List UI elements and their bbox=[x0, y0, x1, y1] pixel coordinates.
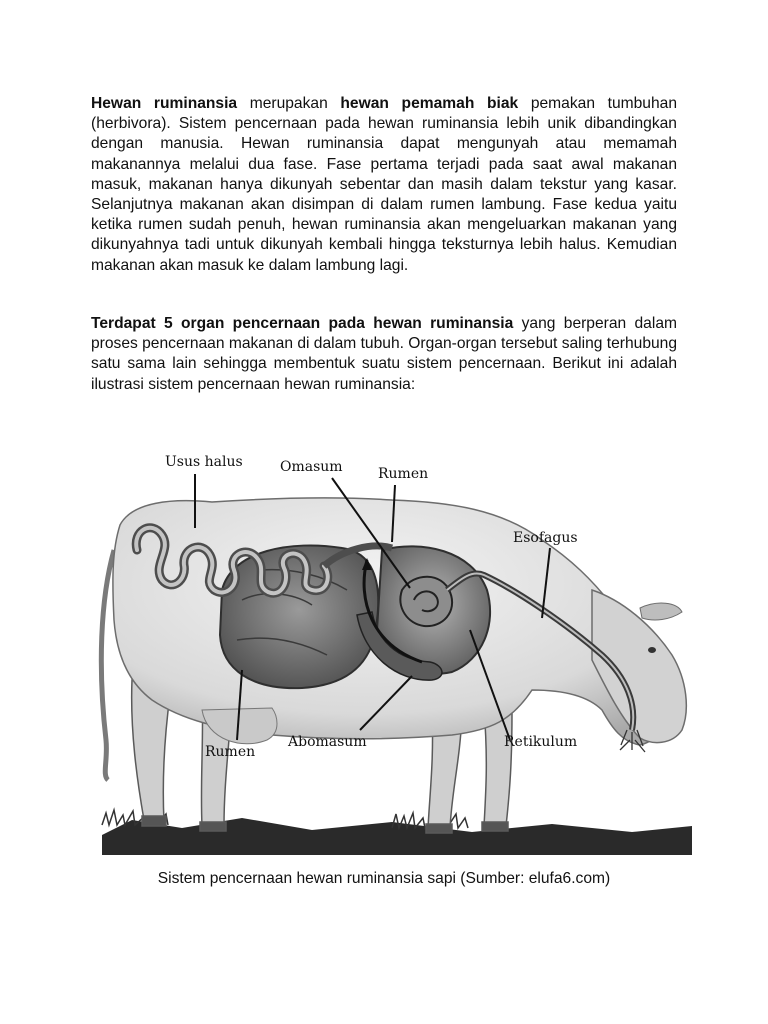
paragraph-text: pemakan tumbuhan (herbivora). Sistem pencernaan pada hewan ruminansia lebih unik dibandingkan dengan manusia. Hewan ruminansia dapat mengunyah atau memamah makanannya melalui dua fase. Fase pertama terjadi pada saat awal makanan masuk, makanan hanya dikunyah sebentar dan masih dalam tekstur yang kasar. Selanjutnya makanan akan disimpan di dalam rumen lambung. Fase kedua yaitu ketika rumen sudah penuh, hewan ruminansia akan mengeluarkan makanan yang dikunyahnya tadi untuk dikunyah kembali hingga teksturnya lebih halus. Kemudian makanan akan masuk ke dalam lambung lagi. bbox=[91, 95, 677, 274]
cow-digestive-system-figure bbox=[92, 440, 694, 855]
label-rumen-bottom: Rumen bbox=[205, 744, 256, 760]
label-retikulum: Retikulum bbox=[504, 734, 578, 750]
label-omasum: Omasum bbox=[280, 459, 343, 475]
grass-ground bbox=[102, 810, 692, 855]
paragraph-text: merupakan bbox=[237, 95, 341, 112]
organs-heading-phrase: Terdapat 5 organ pencernaan pada hewan ruminansia bbox=[91, 315, 514, 332]
cow-ear bbox=[640, 603, 682, 620]
label-abomasum: Abomasum bbox=[288, 734, 367, 750]
term-ruminant: Hewan ruminansia bbox=[91, 95, 238, 112]
label-usus-halus: Usus halus bbox=[165, 454, 243, 470]
rumen-organ bbox=[220, 545, 378, 688]
label-rumen-top: Rumen bbox=[378, 466, 429, 482]
cow-eye bbox=[648, 647, 656, 653]
organs-paragraph bbox=[91, 314, 677, 395]
label-esofagus: Esofagus bbox=[513, 530, 578, 546]
paragraph-text: yang berperan dalam proses pencernaan makanan di dalam tubuh. Organ-organ tersebut saling terhubung satu sama lain sehingga membentuk suatu sistem pencernaan. Berikut ini adalah ilustrasi sistem pencernaan hewan ruminansia: bbox=[91, 315, 678, 393]
intro-paragraph bbox=[91, 94, 677, 276]
figure-caption: Sistem pencernaan hewan ruminansia sapi (Sumber: elufa6.com) bbox=[157, 870, 611, 887]
term-cud-chewer: hewan pemamah biak bbox=[340, 95, 519, 112]
cow-tail bbox=[101, 550, 114, 780]
